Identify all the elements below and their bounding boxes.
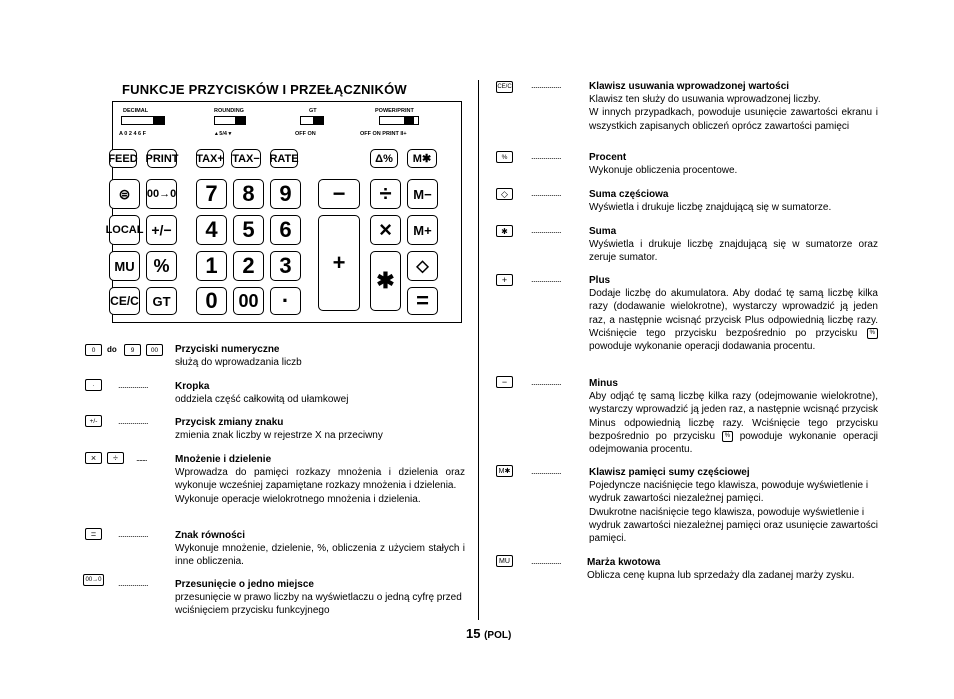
entry-plus bbox=[589, 274, 878, 353]
percent-icon: % bbox=[496, 151, 513, 163]
entry-desc-2: Dwukrotne naciśnięcie tego klawisza, powoduje wyświetlenie i wydruk zawartości niezależnej pamięci oraz usunięcie zawartości pamięci. bbox=[589, 506, 879, 545]
entry-title: Przycisk zmiany znaku bbox=[175, 417, 284, 428]
percent-inline-icon: % bbox=[867, 328, 878, 339]
entry-title: Przesunięcie o jedno miejsce bbox=[175, 579, 314, 590]
range-to-label: do bbox=[107, 345, 117, 354]
key-4[interactable]: 4 bbox=[196, 215, 227, 245]
entry-dot bbox=[175, 380, 465, 406]
equals-key[interactable]: = bbox=[407, 287, 438, 315]
page-language: (POL) bbox=[484, 630, 512, 641]
divide-icon: ÷ bbox=[107, 452, 124, 464]
key-9-icon: 9 bbox=[124, 344, 141, 356]
shift-icon: 00→0 bbox=[83, 574, 104, 586]
page-title: FUNKCJE PRZYCISKÓW I PRZEŁĄCZNIKÓW bbox=[122, 82, 407, 97]
leader-dots: ....... bbox=[136, 453, 147, 463]
entry-desc-2: W innych przypadkach, powoduje usunięcie zawartości ekranu i wszystkich zapisanych obliczeń oprócz zawartości pamięci bbox=[589, 107, 878, 132]
percent-key[interactable]: % bbox=[146, 251, 177, 281]
calculator-diagram bbox=[105, 101, 462, 323]
power-switch[interactable] bbox=[379, 116, 419, 125]
entry-title: Mnożenie i dzielenie bbox=[175, 454, 272, 465]
key-9[interactable]: 9 bbox=[270, 179, 301, 209]
total-key[interactable]: ✱ bbox=[370, 251, 401, 311]
clear-entry-icon: CE/C bbox=[496, 81, 513, 93]
entry-title: Klawisz pamięci sumy częściowej bbox=[589, 467, 750, 478]
decimal-point-key[interactable]: · bbox=[270, 287, 301, 315]
sign-change-icon: +/- bbox=[85, 415, 102, 427]
leader-dots: ............... bbox=[531, 274, 562, 284]
entry-percent bbox=[589, 151, 878, 177]
leader-dots: ............... bbox=[118, 380, 149, 390]
power-switch-marks: OFF ON PRINT II+ bbox=[360, 131, 407, 137]
entry-title: Plus bbox=[589, 275, 611, 286]
shift-key[interactable]: 00→0 bbox=[146, 179, 177, 209]
entry-desc-2: Wykonuje operacje wielokrotnego mnożenia i dzielenia. bbox=[175, 493, 421, 505]
entry-subtotal bbox=[589, 188, 878, 214]
subtotal-key[interactable]: ◇ bbox=[407, 251, 438, 281]
entry-markup bbox=[587, 556, 876, 582]
key-0[interactable]: 0 bbox=[196, 287, 227, 315]
gt-switch-marks: OFF ON bbox=[295, 131, 316, 137]
key-1[interactable]: 1 bbox=[196, 251, 227, 281]
gt-switch-label: GT bbox=[309, 108, 317, 114]
equals-icon: = bbox=[85, 528, 102, 540]
tax-plus-key[interactable]: TAX+ bbox=[196, 149, 224, 168]
diamond-icon: ◇ bbox=[496, 188, 513, 200]
decimal-switch-marks: A 0 2 4 6 F bbox=[119, 131, 147, 137]
power-switch-label: POWER/PRINT bbox=[375, 108, 414, 114]
key-7[interactable]: 7 bbox=[196, 179, 227, 209]
grand-total-key[interactable]: GT bbox=[146, 287, 177, 315]
entry-desc bbox=[589, 390, 878, 456]
m-plus-key[interactable]: M+ bbox=[407, 215, 438, 245]
tax-minus-key[interactable]: TAX− bbox=[231, 149, 261, 168]
delta-percent-key[interactable]: Δ% bbox=[370, 149, 398, 168]
sign-change-key[interactable]: +/− bbox=[146, 215, 177, 245]
entry-title: Suma bbox=[589, 226, 617, 237]
page-number-value: 15 bbox=[466, 626, 481, 641]
key-6[interactable]: 6 bbox=[270, 215, 301, 245]
markup-icon: MU bbox=[496, 555, 513, 567]
key-2[interactable]: 2 bbox=[233, 251, 264, 281]
leader-dots: ............... bbox=[118, 529, 149, 539]
entry-total bbox=[589, 225, 878, 265]
leader-dots: ............... bbox=[531, 466, 562, 476]
rounding-switch-label: ROUNDING bbox=[214, 108, 244, 114]
entry-desc: Wprowadza do pamięci rozkazy mnożenia i dzielenia oraz wykonuje wcześniej zapamiętane rozkazy mnożenia i dzielenia. bbox=[175, 467, 465, 492]
leader-dots: ............... bbox=[531, 80, 562, 90]
entry-title: Marża kwotowa bbox=[587, 557, 661, 568]
entry-shift bbox=[175, 578, 465, 618]
entry-desc-b: powoduje wykonanie operacji dodawania procentu. bbox=[589, 341, 816, 353]
key-5[interactable]: 5 bbox=[233, 215, 264, 245]
rate-key[interactable]: RATE bbox=[270, 149, 298, 168]
entry-title: Procent bbox=[589, 152, 627, 163]
entry-desc: Klawisz ten służy do usuwania wprowadzonej liczby. bbox=[589, 94, 821, 106]
print-key[interactable]: PRINT bbox=[147, 149, 177, 168]
m-subtotal-key[interactable]: M✱ bbox=[407, 149, 437, 168]
multiply-key[interactable]: × bbox=[370, 215, 401, 245]
key-8[interactable]: 8 bbox=[233, 179, 264, 209]
entry-mul-div bbox=[175, 453, 465, 506]
plus-icon: + bbox=[496, 274, 513, 286]
entry-desc: Wykonuje mnożenie, dzielenie, %, obliczenia z użyciem stałych i inne obliczenia. bbox=[175, 543, 465, 568]
entry-desc: Wyświetla i drukuje liczbę znajdującą się w sumatorze oraz zeruje sumator. bbox=[589, 239, 878, 264]
entry-minus bbox=[589, 377, 878, 456]
entry-clear bbox=[589, 80, 878, 133]
gt-switch[interactable] bbox=[300, 116, 324, 125]
entry-desc-b: powoduje wykonanie operacji odejmowania procentu. bbox=[589, 430, 879, 456]
divide-key[interactable]: ÷ bbox=[370, 179, 401, 209]
entry-memory-subtotal bbox=[589, 466, 878, 545]
leader-dots: ............... bbox=[531, 151, 562, 161]
minus-icon: − bbox=[496, 376, 513, 388]
entry-title: Znak równości bbox=[175, 530, 246, 541]
plus-key[interactable]: + bbox=[318, 215, 360, 311]
entry-sign bbox=[175, 416, 465, 442]
entry-title: Kropka bbox=[175, 381, 210, 392]
leader-dots: ............... bbox=[531, 225, 562, 235]
cost-key[interactable]: ⊜ bbox=[109, 179, 140, 209]
entry-desc: służą do wprowadzania liczb bbox=[175, 357, 302, 369]
entry-desc: Oblicza cenę kupna lub sprzedaży dla zadanej marży zysku. bbox=[587, 570, 855, 582]
leader-dots: ............... bbox=[531, 556, 562, 566]
leader-dots: ............... bbox=[118, 578, 149, 588]
entry-title: Przyciski numeryczne bbox=[175, 344, 280, 355]
entry-desc bbox=[589, 287, 878, 353]
entry-title: Suma częściowa bbox=[589, 189, 669, 200]
page-number bbox=[466, 626, 511, 641]
multiply-icon: × bbox=[85, 452, 102, 464]
entry-desc: Wykonuje obliczenia procentowe. bbox=[589, 165, 738, 177]
clear-entry-key[interactable]: CE/C bbox=[109, 287, 140, 315]
local-key[interactable]: LOCAL bbox=[109, 215, 140, 245]
entry-numeric bbox=[175, 343, 465, 369]
entry-desc: Wyświetla i drukuje liczbę znajdującą się w sumatorze. bbox=[589, 202, 832, 214]
entry-desc: przesunięcie w prawo liczby na wyświetlaczu o jedną cyfrę przed wciśnięciem przycisku funkcyjnego bbox=[175, 592, 462, 617]
markup-key[interactable]: MU bbox=[109, 251, 140, 281]
minus-key[interactable]: − bbox=[318, 179, 360, 209]
column-divider bbox=[478, 80, 479, 620]
m-minus-key[interactable]: M− bbox=[407, 179, 438, 209]
rounding-switch[interactable] bbox=[214, 116, 246, 125]
percent-inline-icon: % bbox=[722, 431, 733, 442]
key-00[interactable]: 00 bbox=[233, 287, 264, 315]
entry-desc-a: Aby odjąć tę samą liczbę kilka razy (odejmowanie wielokrotne), wystarczy wprowadzić ją jeden raz, a następnie wcisnąć przycisk Minus odpowiednią liczbę razy. Wciśnięcie tego przycisku bezpośrednio po przycisku bbox=[589, 391, 878, 442]
asterisk-icon: ✱ bbox=[496, 225, 513, 237]
decimal-switch-label: DECIMAL bbox=[123, 108, 149, 114]
entry-title: Klawisz usuwania wprowadzonej wartości bbox=[589, 81, 790, 92]
decimal-point-icon: · bbox=[85, 379, 102, 391]
leader-dots: ............... bbox=[531, 188, 562, 198]
key-00-icon: 00 bbox=[146, 344, 163, 356]
entry-desc-a: Dodaje liczbę do akumulatora. Aby dodać tę samą liczbę kilka razy (dodawanie wielokrotne), wystarczy wprowadzić ją jeden raz, a następnie wcisnąć przycisk Plus odpowiednią liczbę razy. Wciśnięcie tego przycisku bezpośrednio po przycisku bbox=[589, 288, 878, 339]
leader-dots: ............... bbox=[118, 416, 149, 426]
leader-dots: ............... bbox=[531, 377, 562, 387]
m-subtotal-icon: M✱ bbox=[496, 465, 513, 477]
entry-desc: zmienia znak liczby w rejestrze X na przeciwny bbox=[175, 430, 383, 442]
key-0-icon: 0 bbox=[85, 344, 102, 356]
entry-desc: oddziela część całkowitą od ułamkowej bbox=[175, 394, 349, 406]
feed-key[interactable]: FEED bbox=[109, 149, 137, 168]
entry-desc: Pojedyncze naciśnięcie tego klawisza, powoduje wyświetlenie i wydruk zawartości niezależnej pamięci. bbox=[589, 480, 869, 505]
decimal-switch[interactable] bbox=[121, 116, 165, 125]
entry-title: Minus bbox=[589, 378, 618, 389]
entry-equals bbox=[175, 529, 465, 569]
key-3[interactable]: 3 bbox=[270, 251, 301, 281]
rounding-switch-marks: ▴ 5/4 ▾ bbox=[215, 131, 232, 137]
